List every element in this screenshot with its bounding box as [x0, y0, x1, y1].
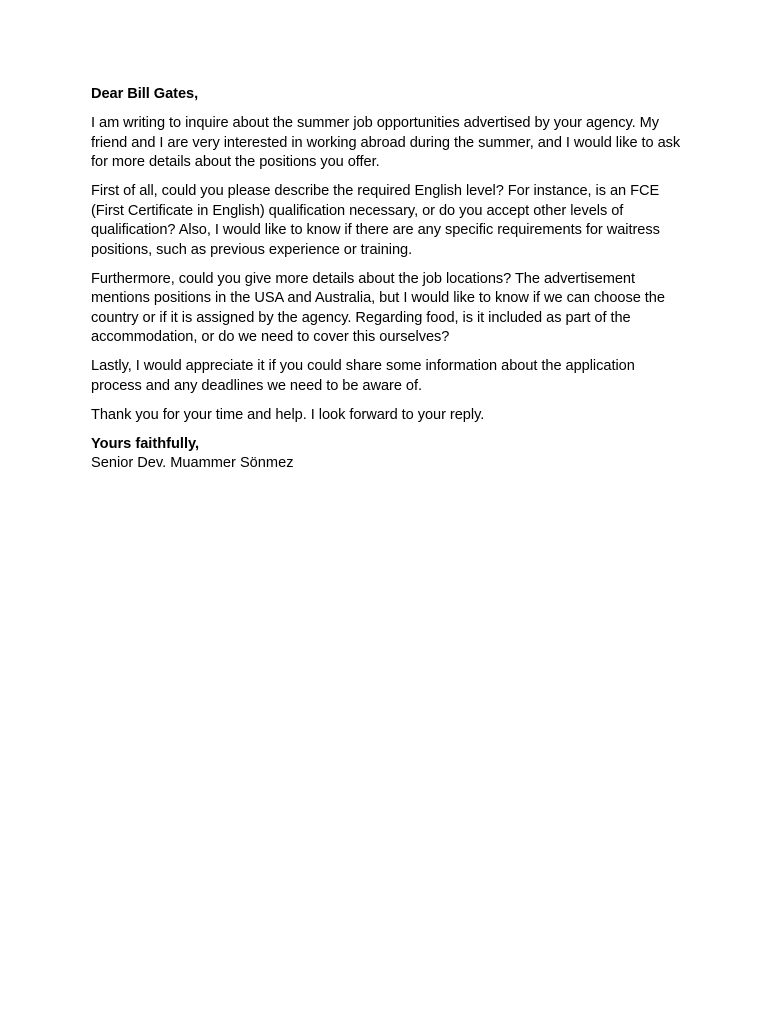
paragraph-job-locations: Furthermore, could you give more details about the job locations? The advertisement mentions positions in the USA and Australia, but I would like to know if we can choose the country or if it is assigned by the agency. Regarding food, is it included as part of the accommodation, or do we need to cover this ourselves? [91, 270, 665, 345]
signature: Senior Dev. Muammer Sönmez [91, 455, 294, 471]
letter-body [91, 85, 681, 474]
paragraph-thanks: Thank you for your time and help. I look forward to your reply. [91, 406, 485, 423]
paragraph-application-process: Lastly, I would appreciate it if you could share some information about the application process and any deadlines we need to be aware of. [91, 358, 635, 394]
paragraph-intro: I am writing to inquire about the summer job opportunities advertised by your agency. My friend and I are very interested in working abroad during the summer, and I would like to ask for more details about the positions you offer. [91, 115, 681, 170]
closing-block [91, 435, 681, 474]
salutation: Dear Bill Gates, [91, 86, 199, 102]
paragraph-english-level: First of all, could you please describe the required English level? For instance, is an FCE (First Certificate in English) qualification necessary, or do you accept other levels of qualification? Also, I would like to know if there are any specific requirements for waitress positions, such as previous experience or training. [91, 183, 660, 258]
closing-phrase: Yours faithfully, [91, 435, 200, 452]
